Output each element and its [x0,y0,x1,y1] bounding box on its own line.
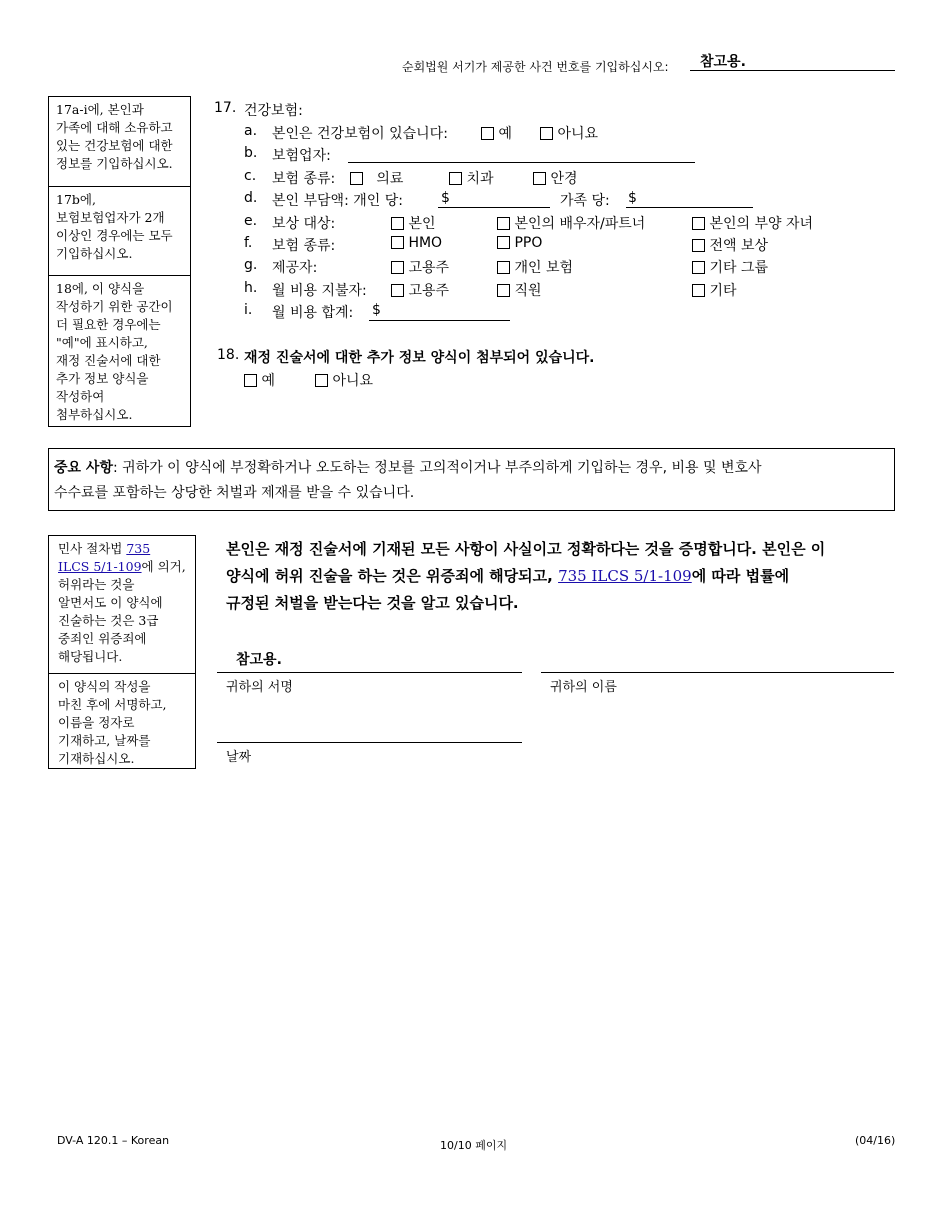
q17d-letter: d. [244,190,258,206]
option-label: 고용주 [408,283,450,299]
option-label: 본인의 부양 자녀 [709,216,814,232]
checkbox[interactable] [692,261,705,274]
q17a-no-option[interactable] [540,123,598,143]
instr-line: ILCS 5/1-109에 의거, [58,559,186,574]
payer-employer-option[interactable] [391,280,449,300]
provider-other-group-option[interactable] [692,257,768,277]
q17f-label: 보험 종류: [272,238,336,254]
cert-line: 본인은 재정 진술서에 기재된 모든 사항이 사실이고 정확하다는 것을 증명합니다. 본인은 이 [226,540,826,558]
option-label: PPO [514,235,543,251]
instr-line: 이 양식의 작성을 [58,679,151,694]
option-label: 예 [498,126,512,142]
q18-yes-option[interactable] [244,370,275,390]
q17a-yes-option[interactable] [481,123,512,143]
deductible-family-label: 가족 당: [560,193,610,209]
checkbox[interactable] [315,374,328,387]
instr-line: 진술하는 것은 3급 [58,613,159,628]
signature-field[interactable] [217,672,522,673]
covered-spouse-option[interactable] [497,213,645,233]
instr-line: 기재하고, 날짜를 [58,733,151,748]
name-field[interactable] [541,672,894,673]
q17g-label: 제공자: [272,260,318,276]
plan-full-option[interactable] [692,235,768,255]
case-number-label: 순회법원 서기가 제공한 사건 번호를 기입하십시오: [402,60,669,74]
ilcs-link[interactable]: 735 ILCS 5/1-109 [558,567,692,585]
q17a-letter: a. [244,123,258,139]
deductible-individual-field[interactable] [438,207,550,208]
insurer-field[interactable] [348,162,695,163]
instr-line: 17b에, [56,192,96,207]
coverage-vision-option[interactable] [533,168,578,188]
option-label: HMO [408,235,443,251]
checkbox[interactable] [533,172,546,185]
q17a-label: 본인은 건강보험이 있습니다: [272,126,448,142]
covered-children-option[interactable] [692,213,813,233]
checkbox[interactable] [497,261,510,274]
q18-no-option[interactable] [315,370,373,390]
q17b-letter: b. [244,145,258,161]
name-label: 귀하의 이름 [550,680,617,695]
coverage-dental-option[interactable] [449,168,494,188]
option-label: 아니요 [332,373,374,389]
covered-self-option[interactable] [391,213,436,233]
q17b-label: 보험업자: [272,148,331,164]
instr-line: 해당됩니다. [58,649,123,664]
instr-line: 작성하여 [56,389,105,404]
checkbox[interactable] [391,236,404,249]
deductible-individual-currency: $ [441,190,450,206]
checkbox[interactable] [540,127,553,140]
instr-line: 17a-i에, 본인과 [56,102,144,117]
checkbox[interactable] [391,217,404,230]
revision-date: (04/16) [855,1134,896,1147]
q17e-label: 보상 대상: [272,216,336,232]
instr-line: 작성하기 위한 공간이 [56,299,173,314]
checkbox[interactable] [692,239,705,252]
option-label: 아니요 [557,126,599,142]
checkbox[interactable] [692,284,705,297]
cert-line: 양식에 허위 진술을 하는 것은 위증죄에 해당되고, 735 ILCS 5/1-109에 따라 법률에 [226,567,790,585]
instr-line: 알면서도 이 양식에 [58,595,163,610]
instr-line: 첨부하십시오. [56,407,133,422]
instr-line: 재정 진술서에 대한 [56,353,161,368]
instr-line: 허위라는 것을 [58,577,135,592]
instr-line: 이상인 경우에는 모두 [56,228,173,243]
date-field[interactable] [217,742,522,743]
ilcs-link-part1[interactable]: 735 [126,541,151,556]
instr-line: 민사 절차법 735 [58,541,151,556]
q17g-letter: g. [244,257,258,273]
option-label: 고용주 [408,260,450,276]
checkbox[interactable] [692,217,705,230]
signature-label: 귀하의 서명 [226,680,293,695]
case-number-value: 참고용. [700,54,746,70]
signing-instructions [49,674,195,768]
q17i-label: 월 비용 합계: [272,305,354,321]
checkbox[interactable] [497,284,510,297]
instr-line: 가족에 대해 소유하고 [56,120,173,135]
instr-line: 정보를 기입하십시오. [56,156,173,171]
deductible-family-currency: $ [628,190,637,206]
instruction-17a-i [49,97,190,187]
q17e-letter: e. [244,213,258,229]
checkbox[interactable] [449,172,462,185]
instr-line: 18에, 이 양식을 [56,281,145,296]
instr-line: "예"에 표시하고, [56,335,148,350]
option-label: 예 [261,373,275,389]
option-label: 안경 [550,171,578,187]
option-label: 직원 [514,283,542,299]
option-label: 본인 [408,216,436,232]
monthly-total-field[interactable] [369,320,510,321]
notice-text-2: 수수료를 포함하는 상당한 처벌과 제재를 받을 수 있습니다. [54,485,415,501]
checkbox[interactable] [481,127,494,140]
instruction-17b [49,187,190,276]
instr-line: 더 필요한 경우에는 [56,317,161,332]
form-id: DV-A 120.1 – Korean [57,1134,170,1147]
q17i-letter: i. [244,302,253,318]
instr-line: 마친 후에 서명하고, [58,697,167,712]
provider-private-option[interactable] [497,257,573,277]
plan-hmo-option[interactable] [391,235,442,251]
q17d-label: 본인 부담액: 개인 당: [272,193,403,209]
checkbox[interactable] [244,374,257,387]
page-number: 10/10 페이지 [440,1139,508,1152]
instructions-sidebar-top [48,96,191,427]
payer-other-option[interactable] [692,280,737,300]
instr-line: 기재하십시오. [58,751,135,766]
instr-line: 기입하십시오. [56,246,133,261]
instruction-18 [49,276,190,426]
checkbox[interactable] [497,236,510,249]
q17-number: 17. [214,100,237,116]
instr-line: 있는 건강보험에 대한 [56,138,173,153]
instr-line: 중죄인 위증죄에 [58,631,147,646]
instr-line: 이름을 정자로 [58,715,135,730]
instructions-sidebar-bottom [48,535,196,769]
instr-line: 추가 정보 양식을 [56,371,149,386]
option-label: 기타 [709,283,737,299]
signature-value: 참고용. [236,652,282,668]
checkbox[interactable] [391,261,404,274]
q17h-label: 월 비용 지불자: [272,283,367,299]
ilcs-link-part2[interactable]: ILCS 5/1-109 [58,559,142,574]
notice-label: 중요 사항 [54,460,113,476]
q17-title: 건강보험: [244,103,303,119]
plan-ppo-option[interactable] [497,235,542,251]
option-label: 의료 [376,171,404,187]
coverage-medical-option[interactable] [350,168,403,188]
perjury-warning [49,536,195,674]
q18-number: 18. [217,347,240,363]
option-label: 전액 보상 [709,238,768,254]
q18-title: 재정 진술서에 대한 추가 정보 양식이 첨부되어 있습니다. [244,350,595,366]
q17f-letter: f. [244,235,253,251]
q17h-letter: h. [244,280,258,296]
cert-line: 규정된 처벌을 받는다는 것을 알고 있습니다. [226,594,519,612]
provider-employer-option[interactable] [391,257,449,277]
option-label: 본인의 배우자/파트너 [514,216,646,232]
important-notice [48,448,895,511]
monthly-total-currency: $ [372,302,381,318]
option-label: 치과 [466,171,494,187]
option-label: 개인 보험 [514,260,573,276]
q17c-label: 보험 종류: [272,171,336,187]
deductible-family-field[interactable] [626,207,753,208]
option-label: 기타 그룹 [709,260,768,276]
certification-statement [226,536,876,617]
checkbox[interactable] [350,172,363,185]
date-label: 날짜 [226,750,252,765]
notice-text-1: : 귀하가 이 양식에 부정확하거나 오도하는 정보를 고의적이거나 부주의하게 기입하는 경우, 비용 및 변호사 [112,460,762,476]
checkbox[interactable] [391,284,404,297]
payer-employee-option[interactable] [497,280,542,300]
checkbox[interactable] [497,217,510,230]
instr-line: 보험보험업자가 2개 [56,210,165,225]
q17c-letter: c. [244,168,257,184]
